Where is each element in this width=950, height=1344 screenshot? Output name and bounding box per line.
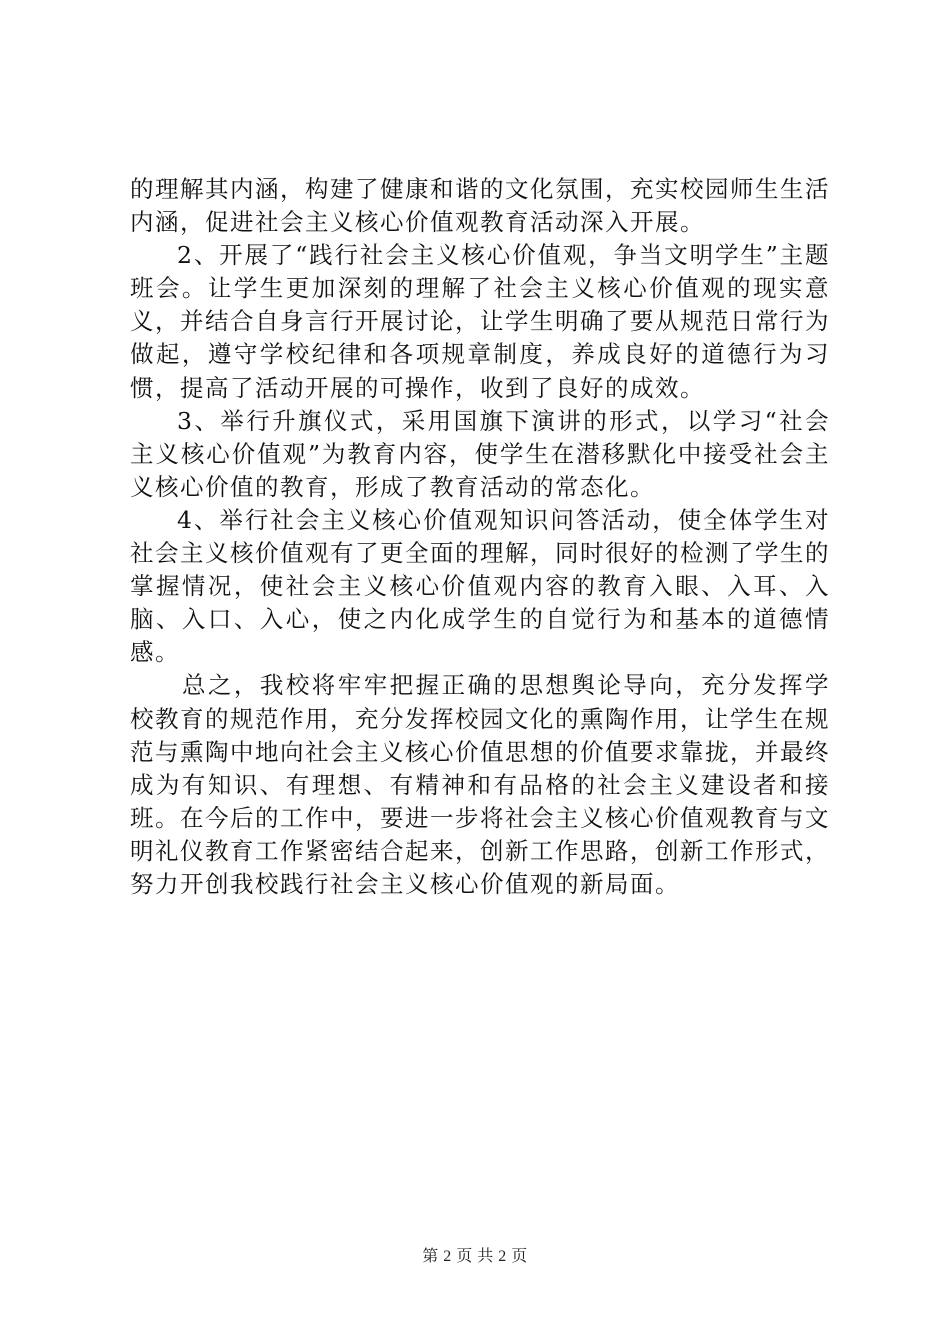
paragraph-continuation: 的理解其内涵，构建了健康和谐的文化氛围，充实校园师生生活内涵，促进社会主义核心价值观教育活动深入开展。 — [130, 175, 830, 237]
paragraph-conclusion: 总之，我校将牢牢把握正确的思想舆论导向，充分发挥学校教育的规范作用，充分发挥校园文化的熏陶作用，让学生在规范与熏陶中地向社会主义核心价值思想的价值要求靠拢，并最终成为有知识、有理想、有精神和有品格的社会主义建设者和接班。在今后的工作中，要进一步将社会主义核心价值观教育与文明礼仪教育工作紧密结合起来，创新工作思路，创新工作形式，努力开创我校践行社会主义核心价值观的新局面。 — [130, 671, 830, 898]
document-body — [130, 173, 830, 901]
page-number-footer: 第 2 页 共 2 页 — [422, 1248, 528, 1265]
paragraph-item-2: 2、开展了“践行社会主义核心价值观，争当文明学生”主题班会。让学生更加深刻的理解了社会主义核心价值观的现实意义，并结合自身言行开展讨论，让学生明确了要从规范日常行为做起，遵守学校纪律和各项规章制度，养成良好的道德行为习惯，提高了活动开展的可操作，收到了良好的成效。 — [130, 241, 830, 402]
paragraph-item-4: 4、举行社会主义核心价值观知识问答活动，使全体学生对社会主义核价值观有了更全面的理解，同时很好的检测了学生的掌握情况，使社会主义核心价值观内容的教育入眼、入耳、入脑、入口、入心，使之内化成学生的自觉行为和基本的道德情感。 — [130, 505, 830, 667]
paragraph-item-3: 3、举行升旗仪式，采用国旗下演讲的形式，以学习“社会主义核心价值观”为教育内容，使学生在潜移默化中接受社会主义核心价值的教育，形成了教育活动的常态化。 — [130, 406, 830, 501]
